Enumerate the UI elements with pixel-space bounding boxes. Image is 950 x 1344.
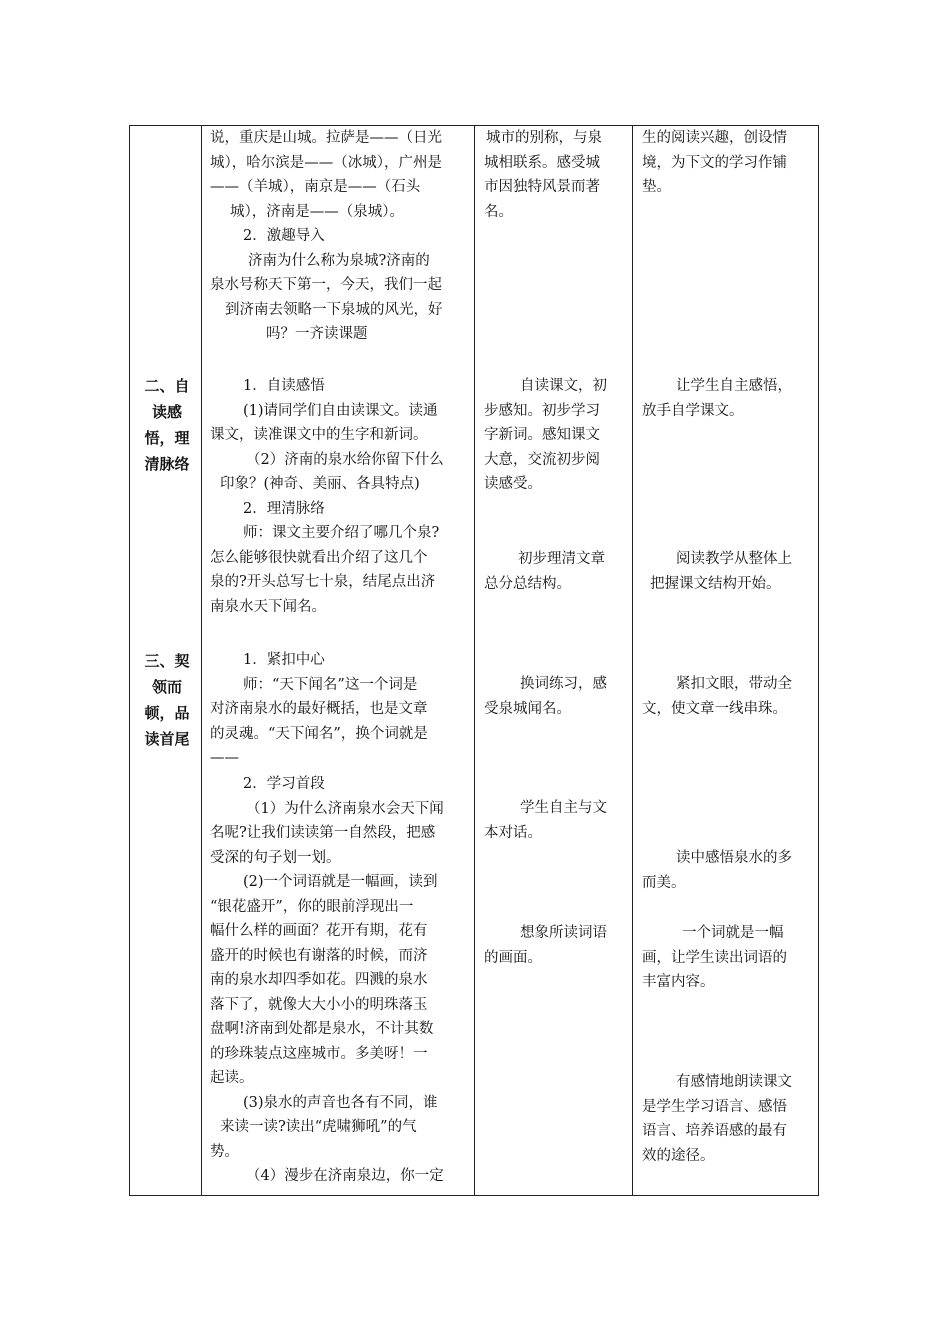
stage-line: 清脉络 [144, 455, 190, 473]
text-line: 的珍珠装点这座城市。多美呀！一 [210, 1045, 428, 1062]
text-line: （2）济南的泉水给你留下什么 [246, 451, 444, 468]
column-divider [201, 126, 202, 1195]
process-self-read [210, 374, 444, 619]
text-line: 初步理清文章 [518, 551, 605, 567]
text-line: 起读。 [210, 1070, 254, 1086]
intent-i7 [642, 1070, 792, 1168]
process-first-paragraph [210, 772, 444, 1189]
text-line: (1)请同学们自由读课文。读通 [243, 402, 438, 419]
text-line: (3)泉水的声音也各有不同，谁 [243, 1094, 438, 1111]
text-line: 市因独特风景而著 [484, 179, 600, 195]
text-line: 济南为什么称为泉城?济南的 [248, 252, 430, 269]
text-line: 把握课文结构开始。 [650, 575, 781, 592]
text-line: 城），济南是——（泉城）。 [230, 203, 404, 220]
text-line: 读感受。 [484, 476, 542, 492]
text-line: (2)一个词语就是一幅画，读到 [243, 874, 438, 890]
process-intro [210, 126, 443, 347]
text-line: 阅读教学从整体上 [676, 551, 792, 567]
text-line: 本对话。 [484, 824, 542, 841]
text-line: 落下了，就像大大小小的明珠落玉 [210, 996, 428, 1013]
text-line: 泉的?开头总写七十泉，结尾点出济 [210, 574, 436, 590]
text-line: 学生自主与文 [520, 800, 607, 816]
text-line: 2．理清脉络 [243, 500, 325, 517]
text-line: 2．激趣导入 [243, 228, 325, 244]
text-line: 来读一读?读出“虎啸狮吼”的气 [220, 1119, 417, 1135]
text-line: 字新词。感知课文 [484, 427, 600, 443]
text-line: 说，重庆是山城。拉萨是——（日光 [210, 130, 442, 146]
text-line: 吗？一齐读课题 [266, 326, 368, 342]
text-line: 的灵魂。“天下闻名”，换个词就是 [210, 725, 428, 742]
stage-line: 顿，品 [144, 704, 190, 722]
text-line: 泉水号称天下第一，今天，我们一起 [210, 277, 442, 293]
text-line: （4）漫步在济南泉边，你一定 [246, 1168, 444, 1184]
text-line: 紧扣文眼，带动全 [676, 676, 792, 692]
text-line: 自读课文，初 [520, 378, 607, 394]
stage-line: 领而 [151, 678, 182, 696]
text-line: （1）为什么济南泉水会天下闻 [246, 800, 444, 817]
student-s6 [484, 921, 607, 970]
column-divider [632, 126, 633, 1195]
student-s4 [484, 672, 607, 721]
text-line: 课文，读准课文中的生字和新词。 [210, 427, 428, 443]
text-line: 势。 [210, 1143, 239, 1160]
text-line: 境，为下文的学习作铺 [642, 154, 787, 171]
text-line: 而美。 [642, 874, 686, 891]
text-line: 城），哈尔滨是——（冰城），广州是 [210, 154, 442, 171]
stage-line: 二、自 [144, 377, 190, 395]
process-center [210, 648, 428, 771]
text-line: 垫。 [642, 179, 671, 195]
text-line: 画，让学生读出词语的 [642, 949, 787, 966]
text-line: 效的途径。 [642, 1147, 715, 1164]
student-s1 [484, 126, 602, 224]
text-line: 生的阅读兴趣，创设情 [642, 130, 787, 146]
stage-cell-2 [138, 373, 196, 477]
text-line: 换词练习，感 [520, 676, 607, 692]
text-line: 盘啊!济南到处都是泉水，不计其数 [210, 1021, 434, 1037]
stage-line: 读感 [151, 403, 182, 421]
stage-line: 读首尾 [144, 730, 190, 748]
text-line: 名呢?让我们读读第一自然段，把感 [210, 825, 436, 841]
text-line: “银花盛开”，你的眼前浮现出一 [210, 898, 414, 915]
text-line: 让学生自主感悟， [676, 378, 792, 394]
text-line: 一个词就是一幅 [682, 925, 784, 941]
text-line: 想象所读词语 [520, 925, 607, 941]
text-line: 师：“天下闻名”这一个词是 [243, 676, 418, 693]
text-line: 受深的句子划一划。 [210, 849, 341, 866]
text-line: 师：课文主要介绍了哪几个泉? [243, 525, 440, 541]
text-line: 丰富内容。 [642, 974, 715, 990]
text-line: ——（羊城），南京是——（石头 [210, 179, 421, 195]
text-line: —— [210, 750, 239, 766]
stage-cell-3 [138, 648, 196, 752]
intent-i1 [642, 126, 787, 200]
student-s2 [484, 374, 607, 497]
text-line: 2．学习首段 [243, 776, 325, 792]
text-line: 南的泉水却四季如花。四溅的泉水 [210, 972, 428, 988]
text-line: 幅什么样的画面？花开有期，花有 [210, 923, 428, 939]
text-line: 到济南去领略一下泉城的风光，好 [225, 301, 443, 318]
stage-line: 三、契 [144, 652, 190, 670]
stage-line: 悟，理 [144, 429, 190, 447]
intent-i3 [642, 547, 792, 596]
intent-i2 [642, 374, 792, 423]
column-divider [474, 126, 475, 1195]
intent-i5 [642, 846, 792, 895]
text-line: 总分总结构。 [484, 575, 571, 592]
text-line: 对济南泉水的最好概括，也是文章 [210, 701, 428, 717]
text-line: 文，使文章一线串珠。 [642, 700, 787, 717]
text-line: 怎么能够很快就看出介绍了这几个 [210, 549, 428, 566]
text-line: 语言、培养语感的最有 [642, 1123, 787, 1139]
text-line: 有感情地朗读课文 [676, 1074, 792, 1090]
text-line: 城市的别称，与泉 [486, 130, 602, 146]
text-line: 的画面。 [484, 949, 542, 966]
intent-i6 [642, 921, 787, 995]
text-line: 受泉城闻名。 [484, 700, 571, 717]
text-line: 大意，交流初步阅 [484, 451, 600, 468]
student-s5 [484, 796, 607, 845]
text-line: 步感知。初步学习 [484, 402, 600, 419]
student-s3 [484, 547, 605, 596]
text-line: 印象？(神奇、美丽、各具特点) [220, 476, 420, 492]
text-line: 城相联系。感受城 [484, 154, 600, 171]
text-line: 1．自读感悟 [243, 378, 325, 394]
intent-i4 [642, 672, 792, 721]
text-line: 盛开的时候也有谢落的时候，而济 [210, 947, 428, 964]
text-line: 是学生学习语言、感悟 [642, 1098, 787, 1115]
text-line: 名。 [484, 203, 513, 220]
text-line: 放手自学课文。 [642, 402, 744, 419]
text-line: 1．紧扣中心 [243, 652, 325, 668]
text-line: 南泉水天下闻名。 [210, 598, 326, 615]
text-line: 读中感悟泉水的多 [676, 850, 792, 866]
